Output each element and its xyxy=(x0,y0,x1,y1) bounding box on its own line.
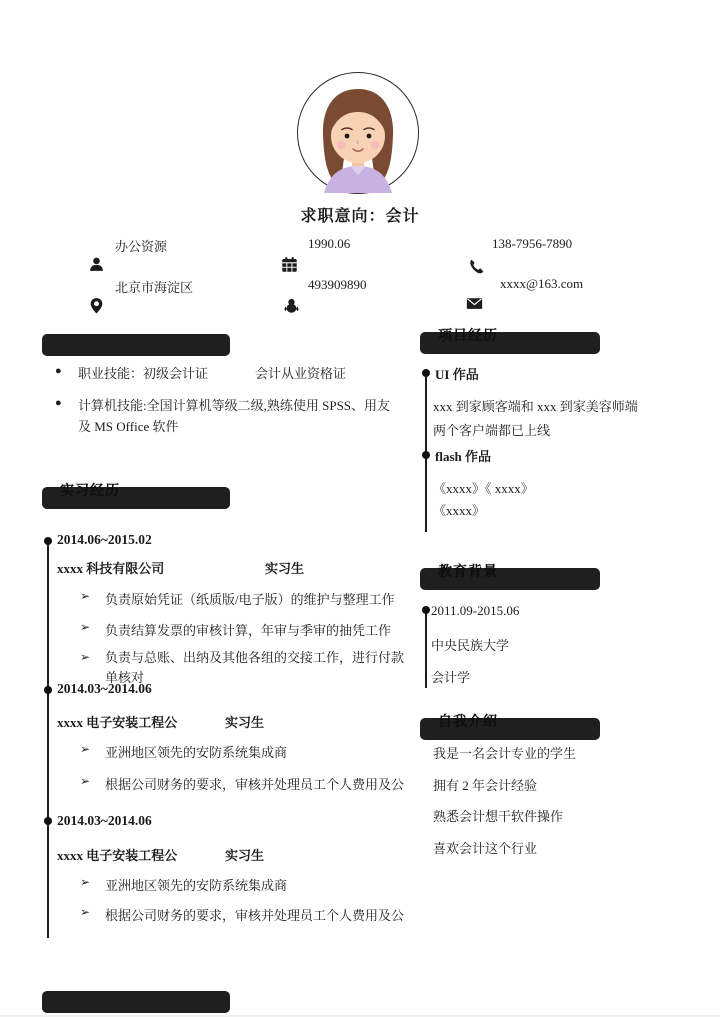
job-bullet: 负责结算发票的审核计算，年审与季审的抽凭工作 xyxy=(105,623,392,638)
section-title-internship: 实习经历 xyxy=(60,484,120,499)
section-title-projects: 项目经历 xyxy=(438,329,498,344)
job-role: 实习生 xyxy=(225,848,265,863)
timeline-dot xyxy=(422,606,430,614)
education-period: 2011.09-2015.06 xyxy=(431,603,520,618)
contact-city: 北京市海淀区 xyxy=(115,280,194,295)
job-role: 实习生 xyxy=(265,561,305,576)
job-bullet: 根据公司财务的要求，审核并处理员工个人费用及公 xyxy=(105,908,405,923)
education-school: 中央民族大学 xyxy=(431,638,510,653)
job-company: xxxx 电子安装工程公 xyxy=(57,848,178,863)
job-company: xxxx 科技有限公司 xyxy=(57,561,165,576)
location-icon xyxy=(88,297,105,314)
section-bar-internship xyxy=(42,484,230,509)
timeline-dot xyxy=(422,369,430,377)
job-role: 实习生 xyxy=(225,715,265,730)
skill-cert-extra: 会计从业资格证 xyxy=(255,366,347,381)
job-bullet: 根据公司财务的要求，审核并处理员工个人费用及公 xyxy=(105,777,405,792)
person-icon xyxy=(88,256,105,273)
email-icon xyxy=(466,295,483,312)
page-title: 求职意向：会计 xyxy=(300,208,420,225)
avatar-woman-illustration xyxy=(298,73,418,193)
project-line-clipped: 《xxxx》 xyxy=(433,503,486,518)
project-line: xxx 到家顾客端和 xxx 到家美容师端 xyxy=(433,399,638,414)
project-line-clipped: 两个客户端都已上线 xyxy=(433,423,551,438)
qq-icon xyxy=(283,297,300,314)
job-bullet: 负责原始凭证（纸质版/电子版）的维护与整理工作 xyxy=(105,592,395,607)
section-title-about: 自我介绍 xyxy=(438,715,498,730)
contact-name: 办公资源 xyxy=(115,239,168,254)
skill-cert: 职业技能：初级会计证 xyxy=(78,366,209,381)
contact-email: xxxx@163.com xyxy=(500,276,584,291)
section-bar-about xyxy=(420,715,600,740)
bullet-dot: ● xyxy=(55,365,62,377)
about-line: 拥有 2 年会计经验 xyxy=(433,778,538,793)
arrow-bullet: ➢ xyxy=(80,875,91,889)
arrow-bullet: ➢ xyxy=(80,905,91,919)
job-bullet: 亚洲地区领先的安防系统集成商 xyxy=(105,745,288,760)
section-bar-bottom xyxy=(42,991,230,1013)
arrow-bullet: ➢ xyxy=(80,742,91,756)
arrow-bullet: ➢ xyxy=(80,650,91,664)
contact-birth: 1990.06 xyxy=(308,236,351,251)
skill-computer: 计算机技能:全国计算机等级二级,熟练使用 SPSS、用友及 MS Office 软件 xyxy=(78,398,391,434)
timeline-dot xyxy=(44,817,52,825)
job-bullet: 亚洲地区领先的安防系统集成商 xyxy=(105,878,288,893)
section-bar-skills xyxy=(42,334,230,356)
section-bar-education xyxy=(420,565,600,590)
arrow-bullet: ➢ xyxy=(80,774,91,788)
job-period: 2014.06~2015.02 xyxy=(57,532,152,547)
timeline-dot xyxy=(44,686,52,694)
section-bar-projects xyxy=(420,329,600,354)
timeline-dot xyxy=(44,537,52,545)
project-title: UI 作品 xyxy=(435,367,479,382)
arrow-bullet: ➢ xyxy=(80,589,91,603)
contact-phone: 138-7956-7890 xyxy=(492,236,573,251)
job-company: xxxx 电子安装工程公 xyxy=(57,715,178,730)
about-line: 喜欢会计这个行业 xyxy=(433,841,538,856)
about-line: 我是一名会计专业的学生 xyxy=(433,746,577,761)
project-title: flash 作品 xyxy=(435,449,491,464)
bullet-dot: ● xyxy=(55,397,62,409)
timeline-line xyxy=(47,541,49,938)
section-title-education: 教育背景 xyxy=(438,565,498,580)
about-line: 熟悉会计想干软件操作 xyxy=(433,809,564,824)
project-line: 《xxxx》《 xxxx》 xyxy=(433,481,534,496)
timeline-dot xyxy=(422,451,430,459)
timeline-line xyxy=(425,610,427,688)
job-period: 2014.03~2014.06 xyxy=(57,681,152,696)
arrow-bullet: ➢ xyxy=(80,620,91,634)
avatar xyxy=(297,72,419,194)
job-bullet: 负责与总账、出纳及其他各组的交接工作，进行付款单核对 xyxy=(105,650,405,685)
contact-qq: 493909890 xyxy=(308,277,367,292)
calendar-icon xyxy=(281,256,298,273)
job-period: 2014.03~2014.06 xyxy=(57,813,152,828)
education-major: 会计学 xyxy=(431,670,471,685)
phone-icon xyxy=(468,258,485,275)
